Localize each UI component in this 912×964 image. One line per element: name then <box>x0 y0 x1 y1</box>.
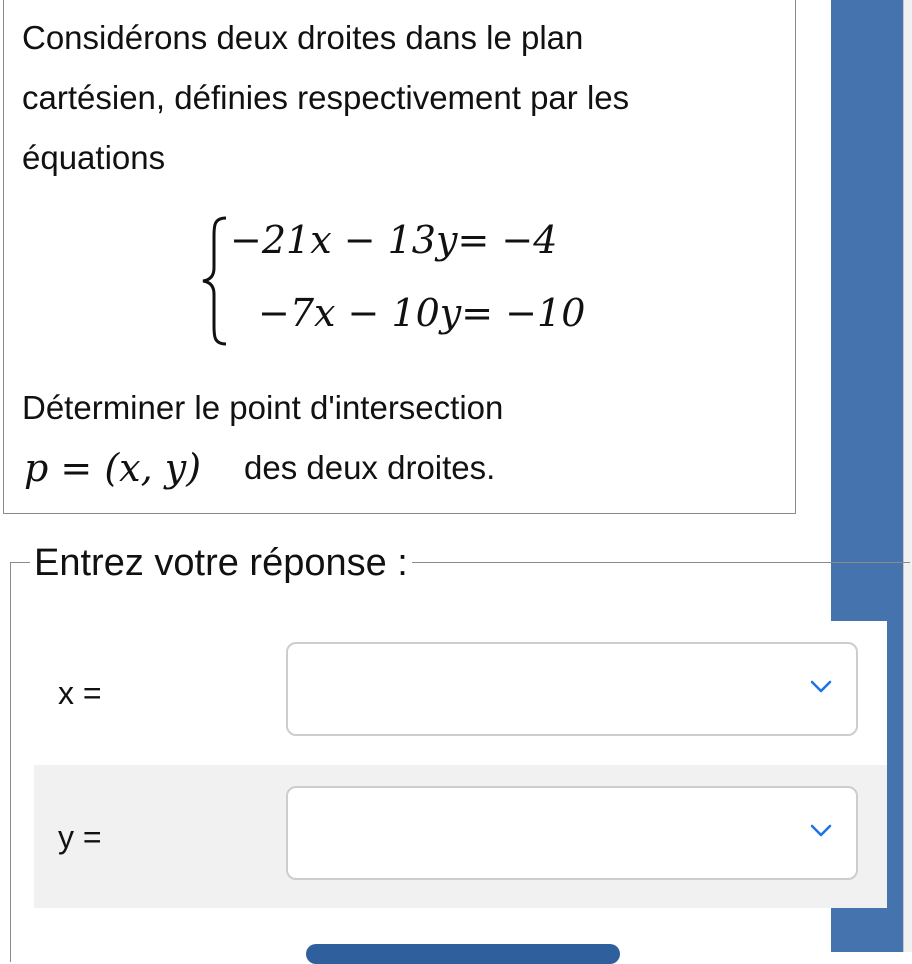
x-select[interactable] <box>286 642 858 736</box>
question-line-2: cartésien, définies respectivement par les <box>22 79 630 116</box>
question-line-1: Considérons deux droites dans le plan <box>22 19 584 56</box>
answer-legend: Entrez votre réponse : <box>30 538 412 588</box>
question-line-3: équations <box>22 139 166 176</box>
system-brace <box>200 216 230 346</box>
y-select[interactable] <box>286 786 858 880</box>
point-expression: p = (x, y) <box>24 446 202 490</box>
question-line-4: Déterminer le point d'intersection <box>22 389 504 426</box>
answer-row-x <box>34 621 887 764</box>
y-label: y = <box>58 819 102 855</box>
answer-panel <box>34 621 887 908</box>
submit-button[interactable] <box>306 944 620 964</box>
question-line-5: des deux droites. <box>244 449 496 486</box>
x-label: x = <box>58 675 102 711</box>
equation-2: −7x − 10y= −10 <box>258 291 586 335</box>
chevron-down-icon <box>810 824 832 838</box>
question-box <box>3 0 796 514</box>
equation-1: −21x − 13y= −4 <box>230 218 558 262</box>
chevron-down-icon <box>810 680 832 694</box>
answer-row-y <box>34 765 887 908</box>
